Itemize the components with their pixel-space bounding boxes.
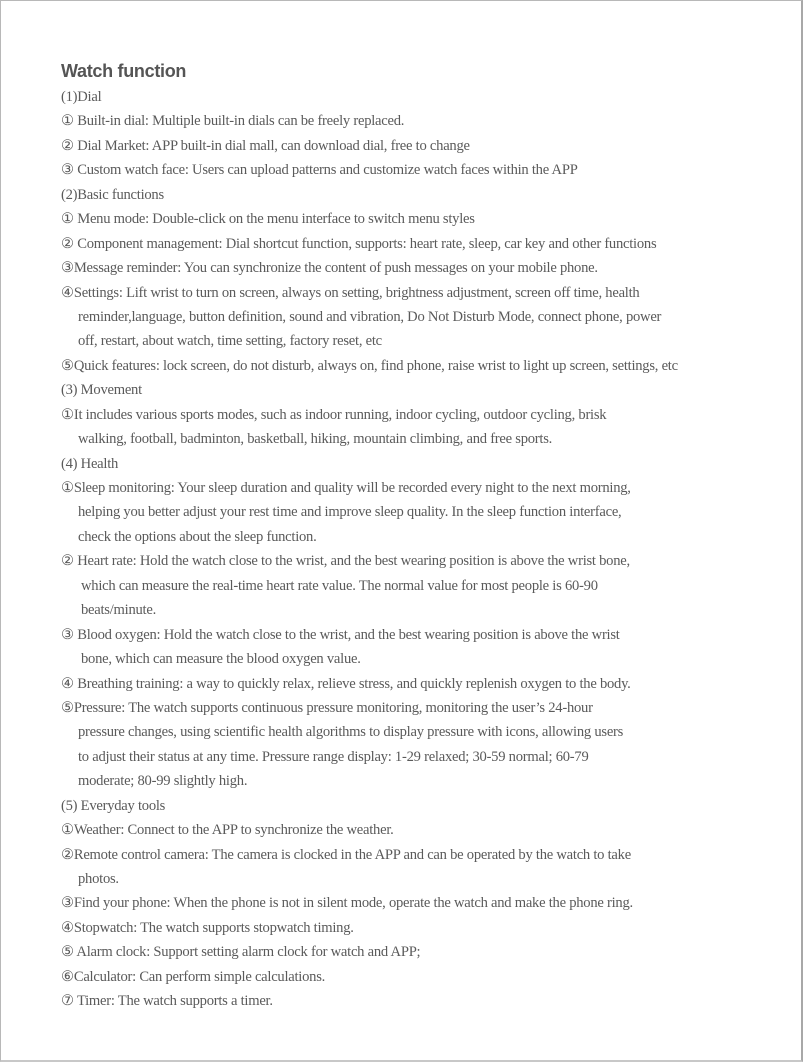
list-item-continuation: check the options about the sleep function. <box>78 528 317 545</box>
list-item <box>61 158 761 182</box>
list-item-continuation: off, restart, about watch, time setting, factory reset, etc <box>78 333 382 350</box>
list-item-continuation: reminder,language, button definition, sound and vibration, Do Not Disturb Mode, connect phone, power <box>78 308 662 325</box>
list-item-text: ③Find your phone: When the phone is not in silent mode, operate the watch and make the phone ring. <box>61 895 633 912</box>
section-heading: (2)Basic functions <box>61 186 164 203</box>
list-item <box>61 672 761 696</box>
list-item <box>61 207 761 231</box>
section-heading: (4) Health <box>61 455 119 472</box>
list-item <box>61 256 761 280</box>
list-item-text: ①It includes various sports modes, such as indoor running, indoor cycling, outdoor cycling, brisk <box>61 406 607 423</box>
list-item-text: ② Heart rate: Hold the watch close to the wrist, and the best wearing position is above the wrist bone, <box>61 553 630 570</box>
list-item <box>61 891 761 915</box>
list-item <box>61 109 761 133</box>
list-item <box>61 916 761 940</box>
list-item-continuation: to adjust their status at any time. Pressure range display: 1-29 relaxed; 30-59 normal; 60-79 <box>78 748 589 765</box>
list-item-text: ② Dial Market: APP built-in dial mall, can download dial, free to change <box>61 137 470 154</box>
list-item <box>61 549 761 622</box>
list-item <box>61 843 761 892</box>
list-item <box>61 403 761 452</box>
list-item-text: ①Sleep monitoring: Your sleep duration and quality will be recorded every night to the next morning, <box>61 480 631 496</box>
list-item-continuation: bone, which can measure the blood oxygen value. <box>81 651 361 668</box>
list-item-text: ③ Custom watch face: Users can upload patterns and customize watch faces within the APP <box>61 162 578 179</box>
list-item-continuation: beats/minute. <box>81 602 156 619</box>
section-heading: (1)Dial <box>61 89 102 105</box>
section-heading: (3) Movement <box>61 382 142 399</box>
list-item-text: ④ Breathing training: a way to quickly relax, relieve stress, and quickly replenish oxygen to the body. <box>61 675 631 692</box>
list-item-continuation: walking, football, badminton, basketball, hiking, mountain climbing, and free sports. <box>78 431 553 448</box>
list-item <box>61 134 761 158</box>
list-item-text: ⑤Pressure: The watch supports continuous pressure monitoring, monitoring the user’s 24-hour <box>61 699 593 716</box>
section <box>61 794 761 1014</box>
list-item-text: ②Remote control camera: The camera is clocked in the APP and can be operated by the watch to take <box>61 846 631 863</box>
section-heading: (5) Everyday tools <box>61 797 166 814</box>
list-item <box>61 354 761 378</box>
list-item-text: ② Component management: Dial shortcut function, supports: heart rate, sleep, car key and other functions <box>61 235 657 252</box>
document-content <box>61 59 761 1014</box>
list-item-text: ⑤Quick features: lock screen, do not disturb, always on, find phone, raise wrist to light up screen, settings, etc <box>61 357 678 374</box>
list-item <box>61 476 761 549</box>
list-item <box>61 696 761 794</box>
list-item-text: ⑤ Alarm clock: Support setting alarm clock for watch and APP; <box>61 944 421 961</box>
list-item-text: ⑥Calculator: Can perform simple calculations. <box>61 968 326 985</box>
sections-container <box>61 85 761 1014</box>
list-item-text: ④Stopwatch: The watch supports stopwatch timing. <box>61 919 354 936</box>
list-item-text: ③ Blood oxygen: Hold the watch close to the wrist, and the best wearing position is above the wrist <box>61 626 620 643</box>
list-item-continuation: photos. <box>78 871 119 887</box>
section <box>61 378 761 451</box>
list-item-text: ① Menu mode: Double-click on the menu interface to switch menu styles <box>61 211 475 228</box>
list-item-text: ④Settings: Lift wrist to turn on screen, always on setting, brightness adjustment, screen off time, health <box>61 284 640 301</box>
list-item-text: ③Message reminder: You can synchronize the content of push messages on your mobile phone. <box>61 260 598 277</box>
list-item-continuation: helping you better adjust your rest time and improve sleep quality. In the sleep function interface, <box>78 504 622 521</box>
list-item <box>61 232 761 256</box>
list-item-text: ①Weather: Connect to the APP to synchronize the weather. <box>61 822 394 839</box>
section <box>61 452 761 794</box>
list-item-continuation: pressure changes, using scientific health algorithms to display pressure with icons, allowing users <box>78 724 624 741</box>
list-item <box>61 818 761 842</box>
document-title: Watch function <box>61 61 187 81</box>
list-item-text: ⑦ Timer: The watch supports a timer. <box>61 993 273 1010</box>
list-item-text: ① Built-in dial: Multiple built-in dials can be freely replaced. <box>61 113 405 130</box>
list-item-continuation: moderate; 80-99 slightly high. <box>78 773 248 790</box>
list-item <box>61 623 761 672</box>
list-item <box>61 965 761 989</box>
section <box>61 85 761 183</box>
list-item-continuation: which can measure the real-time heart rate value. The normal value for most people is 60-90 <box>81 577 598 594</box>
list-item <box>61 940 761 964</box>
list-item <box>61 281 761 354</box>
section <box>61 183 761 379</box>
list-item <box>61 989 761 1013</box>
